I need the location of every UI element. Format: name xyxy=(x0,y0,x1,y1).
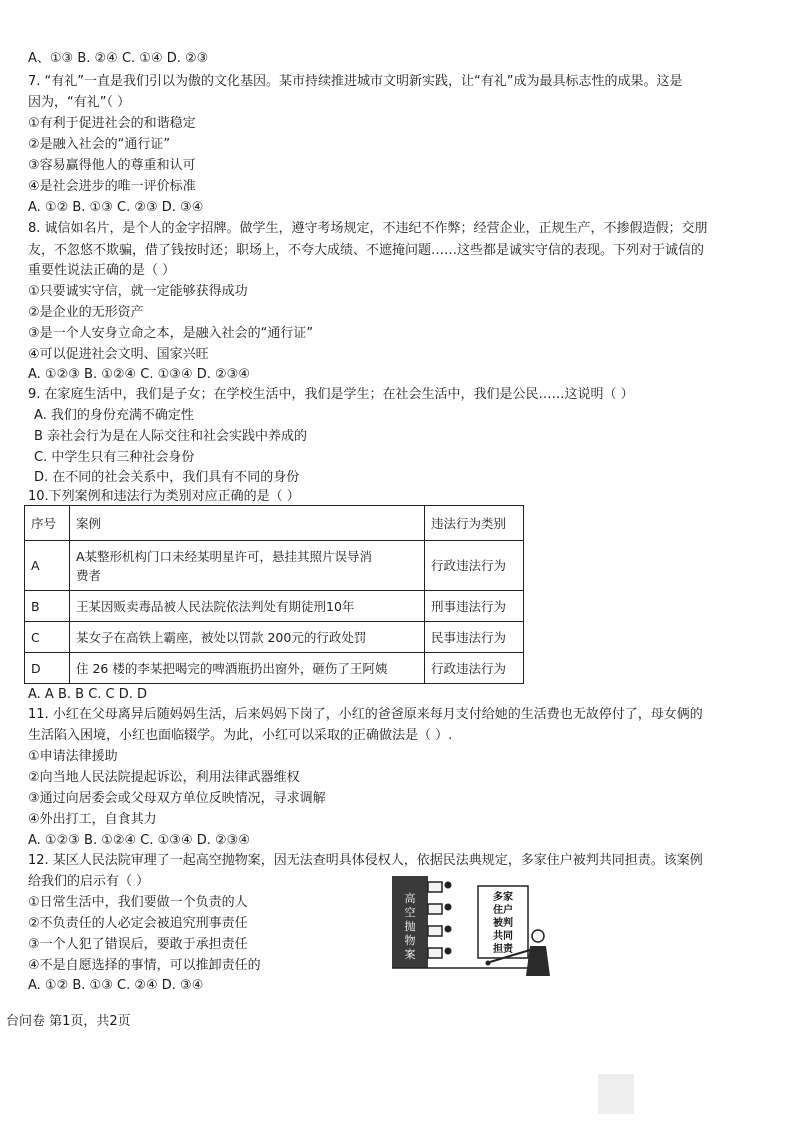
q8-options: A. ①②③ B. ①②④ C. ①③④ D. ②③④ xyxy=(28,367,250,382)
row-case: 某女子在高铁上霸座，被处以罚款 200元的行政处罚 xyxy=(70,622,425,653)
sign-line: 住户 xyxy=(493,905,513,916)
q10-stem: 10.下列案例和违法行为类别对应正确的是（ ） xyxy=(28,489,300,504)
q8-stem-line2: 友，不忽悠不欺骗，借了钱按时还；职场上，不夸大成绩、不遮掩问题……这些都是诚实守信的表现。下列对于诚信的 xyxy=(28,243,705,258)
header-case: 案例 xyxy=(70,506,425,541)
q6-options: A、①③ B. ②④ C. ①④ D. ②③ xyxy=(28,51,209,66)
building-char: 高 xyxy=(404,892,416,905)
scan-artifact xyxy=(598,1074,634,1114)
header-id: 序号 xyxy=(25,506,70,541)
q8-item-1: ①只要诚实守信，就一定能够获得成功 xyxy=(28,284,248,299)
q12-item-4: ④不是自愿选择的事情，可以推卸责任的 xyxy=(28,958,261,973)
building-char: 抛 xyxy=(404,920,416,933)
q12-options: A. ①② B. ①③ C. ②④ D. ③④ xyxy=(28,978,204,993)
q11-options: A. ①②③ B. ①②④ C. ①③④ D. ②③④ xyxy=(28,833,250,848)
q11-item-1: ①申请法律援助 xyxy=(28,749,118,764)
row-case: 住 26 楼的李某把喝完的啤酒瓶扔出窗外，砸伤了王阿姨 xyxy=(70,653,425,684)
q11-item-3: ③通过向居委会或父母双方单位反映情况，寻求调解 xyxy=(28,791,326,806)
row-case: 王某因贩卖毒品被人民法院依法判处有期徒刑10年 xyxy=(70,591,425,622)
row-id: B xyxy=(25,591,70,622)
q7-item-3: ③容易赢得他人的尊重和认可 xyxy=(28,158,196,173)
building-char: 空 xyxy=(404,906,416,919)
row-case-line2: 费者 xyxy=(76,567,102,583)
q11-stem-line1: 11. 小红在父母离异后随妈妈生活，后来妈妈下岗了，小红的爸爸原来每月支付给她的生活费也无故停付了，母女俩的 xyxy=(28,707,703,722)
row-case xyxy=(70,541,425,591)
q10-case-table xyxy=(24,505,524,684)
q11-item-4: ④外出打工，自食其力 xyxy=(28,812,157,827)
q12-item-2: ②不负责任的人必定会被追究刑事责任 xyxy=(28,916,248,931)
page-footer: 台问卷 第1页，共2页 xyxy=(6,1014,131,1029)
table-row xyxy=(25,622,524,653)
row-category: 刑事违法行为 xyxy=(425,591,524,622)
table-row xyxy=(25,653,524,684)
q11-item-2: ②向当地人民法院提起诉讼，利用法律武器维权 xyxy=(28,770,300,785)
q9-stem: 9. 在家庭生活中，我们是子女；在学校生活中，我们是学生；在社会生活中，我们是公民……这说明（ ） xyxy=(28,387,634,402)
q12-item-1: ①日常生活中，我们要做一个负责的人 xyxy=(28,895,248,910)
table-header-row xyxy=(25,506,524,541)
q11-stem-line2: 生活陷入困境，小红也面临辍学。为此，小红可以采取的正确做法是（ ）. xyxy=(28,728,453,743)
q9-option-a: A. 我们的身份充满不确定性 xyxy=(34,408,194,423)
row-id: A xyxy=(25,541,70,591)
building-char: 物 xyxy=(404,934,416,947)
q7-stem-line2: 因为，“有礼”（ ） xyxy=(28,95,131,110)
q12-stem-line1: 12. 某区人民法院审理了一起高空抛物案，因无法查明具体侵权人，依据民法典规定，多家住户被判共同担责。该案例 xyxy=(28,853,703,868)
row-case-line1: A某整形机构门口未经某明星许可，悬挂其照片误导消 xyxy=(76,548,373,564)
table-row xyxy=(25,541,524,591)
q9-option-b: B 亲社会行为是在人际交往和社会实践中养成的 xyxy=(34,429,308,444)
q8-stem-line1: 8. 诚信如名片，是个人的金字招牌。做学生，遵守考场规定，不违纪不作弊；经营企业，正规生产，不掺假造假；交朋 xyxy=(28,221,708,236)
q12-item-3: ③一个人犯了错误后，要敢于承担责任 xyxy=(28,937,248,952)
q9-option-d: D. 在不同的社会关系中，我们具有不同的身份 xyxy=(34,470,300,485)
table-row xyxy=(25,591,524,622)
q8-stem-line3: 重要性说法正确的是（ ） xyxy=(28,263,176,278)
sign-line: 共同 xyxy=(493,931,513,942)
q7-item-4: ④是社会进步的唯一评价标准 xyxy=(28,179,196,194)
q7-stem-line1: 7. “有礼”一直是我们引以为傲的文化基因。某市持续推进城市文明新实践，让“有礼”成为最具标志性的成果。这是 xyxy=(28,74,683,89)
sign-line: 多家 xyxy=(493,892,513,903)
q8-item-4: ④可以促进社会文明、国家兴旺 xyxy=(28,347,209,362)
building-label xyxy=(405,891,416,961)
row-category: 民事违法行为 xyxy=(425,622,524,653)
q10-options: A. A B. B C. C D. D xyxy=(28,687,148,702)
q7-item-2: ②是融入社会的“通行证” xyxy=(28,137,171,152)
header-category: 违法行为类别 xyxy=(425,506,524,541)
q7-options: A. ①② B. ①③ C. ②③ D. ③④ xyxy=(28,200,204,215)
row-category: 行政违法行为 xyxy=(425,653,524,684)
sign-line: 担责 xyxy=(493,944,513,955)
q9-option-c: C. 中学生只有三种社会身份 xyxy=(34,450,195,465)
q8-item-2: ②是企业的无形资产 xyxy=(28,305,144,320)
building-char: 案 xyxy=(404,948,416,961)
sign-line: 被判 xyxy=(493,918,513,929)
row-id: C xyxy=(25,622,70,653)
row-category: 行政违法行为 xyxy=(425,541,524,591)
row-id: D xyxy=(25,653,70,684)
high-rise-cartoon xyxy=(392,876,560,982)
q7-item-1: ①有利于促进社会的和谐稳定 xyxy=(28,116,196,131)
q12-stem-line2: 给我们的启示有（ ） xyxy=(28,874,150,889)
q8-item-3: ③是一个人安身立命之本，是融入社会的“通行证” xyxy=(28,326,314,341)
